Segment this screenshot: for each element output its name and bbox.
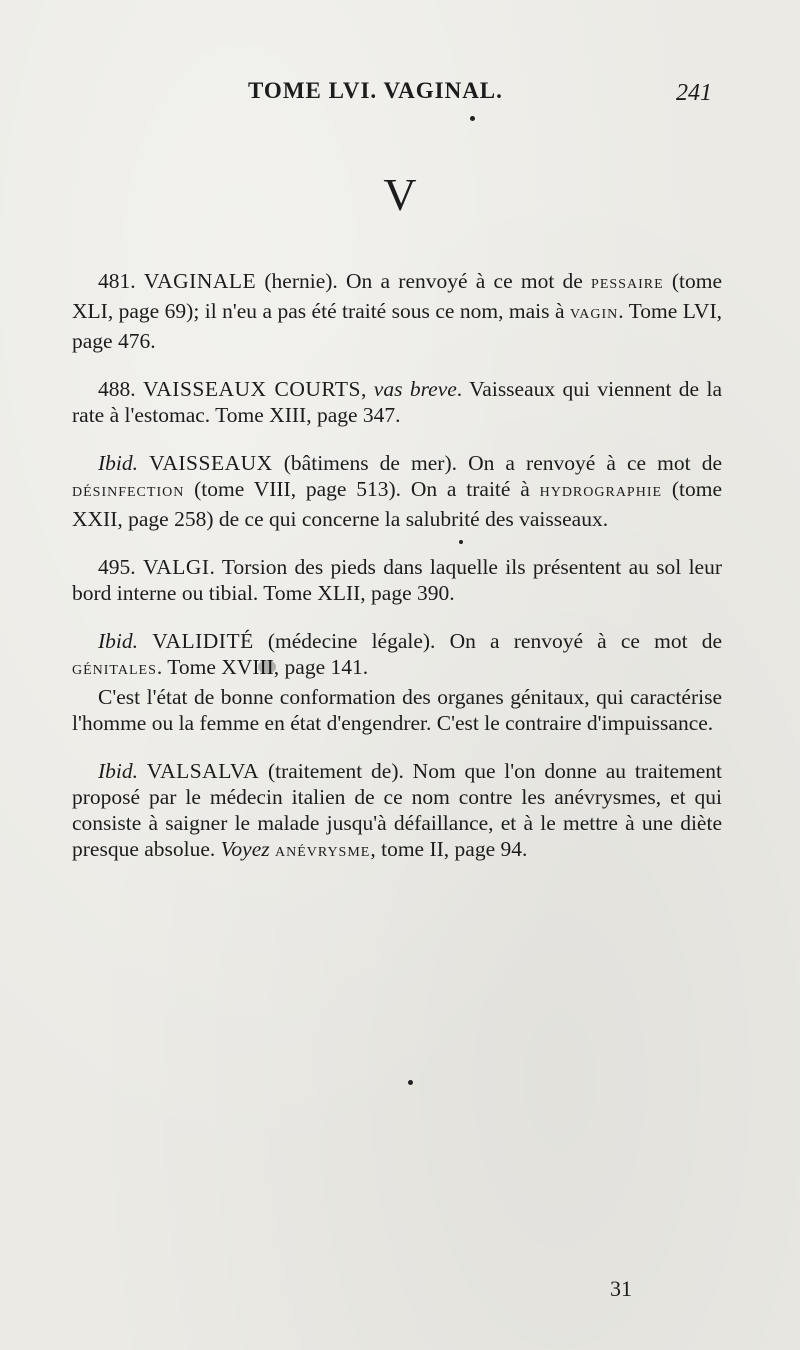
page-header (0, 78, 800, 110)
signature-mark: 31 (610, 1276, 632, 1301)
cross-reference: ANÉVRYSME (275, 845, 371, 860)
entry-heading: VAISSEAUX COURTS (143, 377, 362, 401)
entry-validite (72, 628, 722, 736)
entry-heading: VALGI (142, 555, 210, 579)
page-number: 241 (676, 80, 712, 106)
ink-speck (459, 540, 463, 544)
entry-number: 495. (98, 555, 136, 579)
entry-text: (bâtimens de mer). On a renvoyé à ce mot de (272, 451, 723, 475)
entry-number: Ibid. (98, 451, 139, 475)
cross-reference: HYDROGRAPHIE (539, 485, 663, 500)
entry-heading: VAGINALE (143, 269, 257, 293)
section-letter: V (383, 169, 417, 220)
entry-text: (tome VIII, page 513). On a traité à (184, 477, 540, 501)
entry-text: (tome XXII, page 258) de ce qui concerne la salubrité des vaisseaux. (72, 477, 722, 531)
entry-vaisseaux-courts (72, 376, 722, 428)
latin-term: vas breve (373, 377, 457, 401)
ink-speck (408, 1080, 413, 1085)
cross-reference: VAGIN (569, 307, 619, 322)
running-title: TOME LVI. VAGINAL. (248, 78, 503, 103)
entry-heading: VALIDITÉ (152, 629, 254, 653)
entry-vaginale (72, 268, 722, 354)
entry-number: Ibid. (98, 759, 139, 783)
entry-valgi (72, 554, 722, 606)
entry-heading: VAISSEAUX (149, 451, 273, 475)
entry-continuation: C'est l'état de bonne conformation des organes génitaux, qui caractérise l'homme ou la femme en état d'engendrer. C'est le contraire d'impuissance. (72, 685, 722, 735)
entry-vaisseaux (72, 450, 722, 532)
entry-number: 488. (98, 377, 136, 401)
entry-text: (tome XLI, page 69); il n'eu a pas été traité sous ce nom, mais à (72, 269, 723, 323)
entry-text: (médecine légale). On a renvoyé à ce mot de (253, 629, 723, 653)
entry-text: , tome II, page 94. (370, 837, 528, 861)
ink-speck (470, 116, 475, 121)
entry-text: . Tome LVI, page 476. (72, 299, 722, 353)
cross-reference: PESSAIRE (591, 277, 664, 292)
entry-text: . Tome XVIII, page 141. (156, 655, 369, 679)
entry-text: . Torsion des pieds dans laquelle ils présentent au sol leur bord interne ou tibial. Tome XLII, page 390. (72, 555, 723, 605)
cross-reference: GÉNITALES (72, 663, 157, 678)
entry-text: . Vaisseaux qui viennent de la rate à l'estomac. Tome XIII, page 347. (72, 377, 723, 427)
entry-valsalva (72, 758, 722, 866)
entry-heading: VALSALVA (146, 759, 260, 783)
entry-number: 481. (98, 269, 136, 293)
entries-list (72, 268, 722, 888)
entry-text: (traitement de). Nom que l'on donne au traitement proposé par le médecin italien de ce nom contre les anévrysmes, et qui consiste à saigner le malade jusqu'à défaillance, et à le mettre à une diète presque absolue. (72, 759, 722, 861)
entry-number: Ibid. (98, 629, 139, 653)
entry-text: , (361, 377, 374, 401)
ink-smudge (258, 660, 276, 674)
entry-text: (hernie). On a renvoyé à ce mot de (256, 269, 592, 293)
see-reference: Voyez (220, 837, 270, 861)
cross-reference: DÉSINFECTION (72, 485, 185, 500)
